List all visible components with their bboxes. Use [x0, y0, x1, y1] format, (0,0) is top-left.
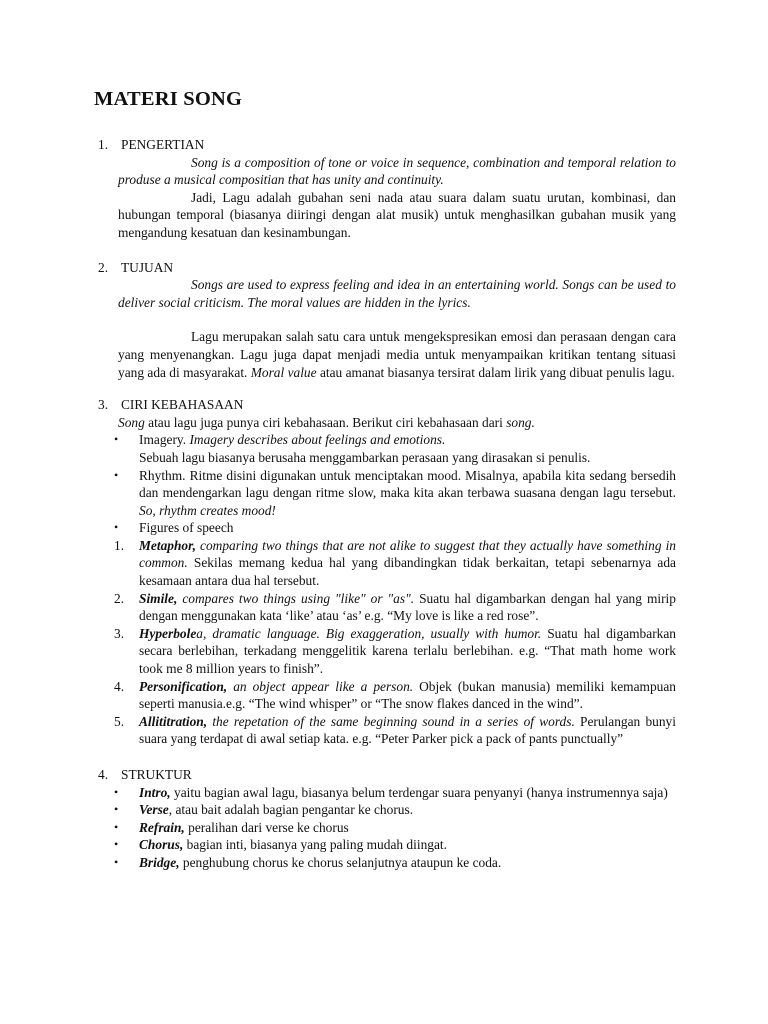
section-intro: Song atau lagu juga punya ciri kebahasaan. Berikut ciri kebahasaan dari song. [118, 414, 535, 430]
section-number: 1. [98, 137, 109, 152]
section-number: 3. [98, 397, 109, 413]
list-item-intro: • Intro, yaitu bagian awal lagu, biasanya belum terdengar suara penyanyi (hanya instrumennya saja) [114, 784, 668, 800]
bullet-icon: • [114, 520, 119, 535]
paragraph-indonesian: Lagu merupakan salah satu cara untuk mengekspresikan emosi dan perasaan dengan cara yang menyenangkan. Lagu juga dapat menjadi media untuk menyampaikan kritikan tentang situasi yang ada di masyarakat. Moral value atau amanat biasanya tersirat dalam lirik yang dibuat penulis lagu. [118, 329, 676, 380]
section-heading-struktur [94, 766, 676, 784]
section-heading-ciri-kebahasaan [94, 396, 676, 414]
paragraph-english: Songs are used to express feeling and idea in an entertaining world. Songs can be used to deliver social criticism. The moral values are hidden in the lyrics. [118, 277, 676, 310]
bullet-icon: • [114, 784, 119, 799]
list-item-personification: 4. Personification, an object appear like a person. Objek (bukan manusia) memiliki kemampuan seperti manusia.e.g. “The wind whisper” or “The snow flakes danced in the wind”. [114, 678, 676, 712]
list-item-refrain: • Refrain, peralihan dari verse ke chorus [114, 819, 349, 835]
bullet-icon: • [114, 432, 119, 447]
list-item-figures-of-speech: • Figures of speech [114, 520, 234, 536]
list-item-alliteration: 5. Allititration, the repetation of the same beginning sound in a series of words. Perulangan bunyi suara yang terdapat di awal setiap kata. e.g. “Peter Parker pick a pack of pants punctually” [114, 713, 676, 747]
list-item-hyperbole: 3. Hyperbolea, dramatic language. Big exaggeration, usually with humor. Suatu hal digambarkan secara berlebihan, terkadang menggelitik karena terlalu berlebihan. e.g. “That math home work took me 8 million years to finish”. [114, 625, 676, 677]
bullet-icon: • [114, 854, 119, 869]
list-item-bridge: • Bridge, penghubung chorus ke chorus selanjutnya ataupun ke coda. [114, 854, 502, 870]
list-item-text: Sebuah lagu biasanya berusaha menggambarkan perasaan yang dirasakan si penulis. [139, 449, 591, 465]
section-number: 4. [98, 767, 109, 782]
section-title: CIRI KEBAHASAAN [121, 397, 244, 413]
section-heading-tujuan [94, 259, 676, 277]
section-title: TUJUAN [121, 259, 174, 275]
paragraph-english: Song is a composition of tone or voice in sequence, combination and temporal relation to produse a musical compositian that has unity and continuity. [118, 154, 676, 188]
list-item-rhythm: • Rhythm. Ritme disini digunakan untuk menciptakan mood. Misalnya, apabila kita sedang bersedih dan mendengarkan lagu dengan ritme slow, maka kita akan terbawa suasana dengan lagu tersebut. So, rhythm creates mood! [114, 467, 676, 518]
section-title: STRUKTUR [121, 767, 192, 782]
list-item-verse: • Verse, atau bait adalah bagian pengantar ke chorus. [114, 802, 414, 818]
document-title: MATERI SONG [94, 88, 243, 110]
paragraph-indonesian: Jadi, Lagu adalah gubahan seni nada atau suara dalam suatu urutan, kombinasi, dan hubungan temporal (biasanya diiringi dengan alat musik) untuk menghasilkan gubahan musik yang mengandung kesatuan dan kesinambungan. [118, 189, 676, 240]
section-heading-pengertian [94, 136, 676, 154]
section-number: 2. [98, 259, 109, 275]
document-body [94, 136, 676, 872]
bullet-icon: • [114, 802, 119, 817]
bullet-icon: • [114, 467, 119, 482]
section-title: PENGERTIAN [121, 137, 205, 152]
list-item-metaphor: 1. Metaphor, comparing two things that are not alike to suggest that they actually have something in common. Sekilas memang kedua hal yang dibandingkan tidak berkaitan, tetapi sebenarnya ada kesamaan antara dua hal tersebut. [114, 537, 676, 589]
list-item-simile: 2. Simile, compares two things using "like" or "as". Suatu hal digambarkan dengan hal yang mirip dengan menggunakan kata ‘like’ atau ‘as’ e.g. “My love is like a red rose”. [114, 590, 676, 624]
list-item-chorus: • Chorus, bagian inti, biasanya yang paling mudah diingat. [114, 837, 447, 853]
bullet-icon: • [114, 819, 119, 834]
bullet-icon: • [114, 837, 119, 852]
list-item-imagery: • Imagery. Imagery describes about feelings and emotions. [114, 432, 446, 448]
